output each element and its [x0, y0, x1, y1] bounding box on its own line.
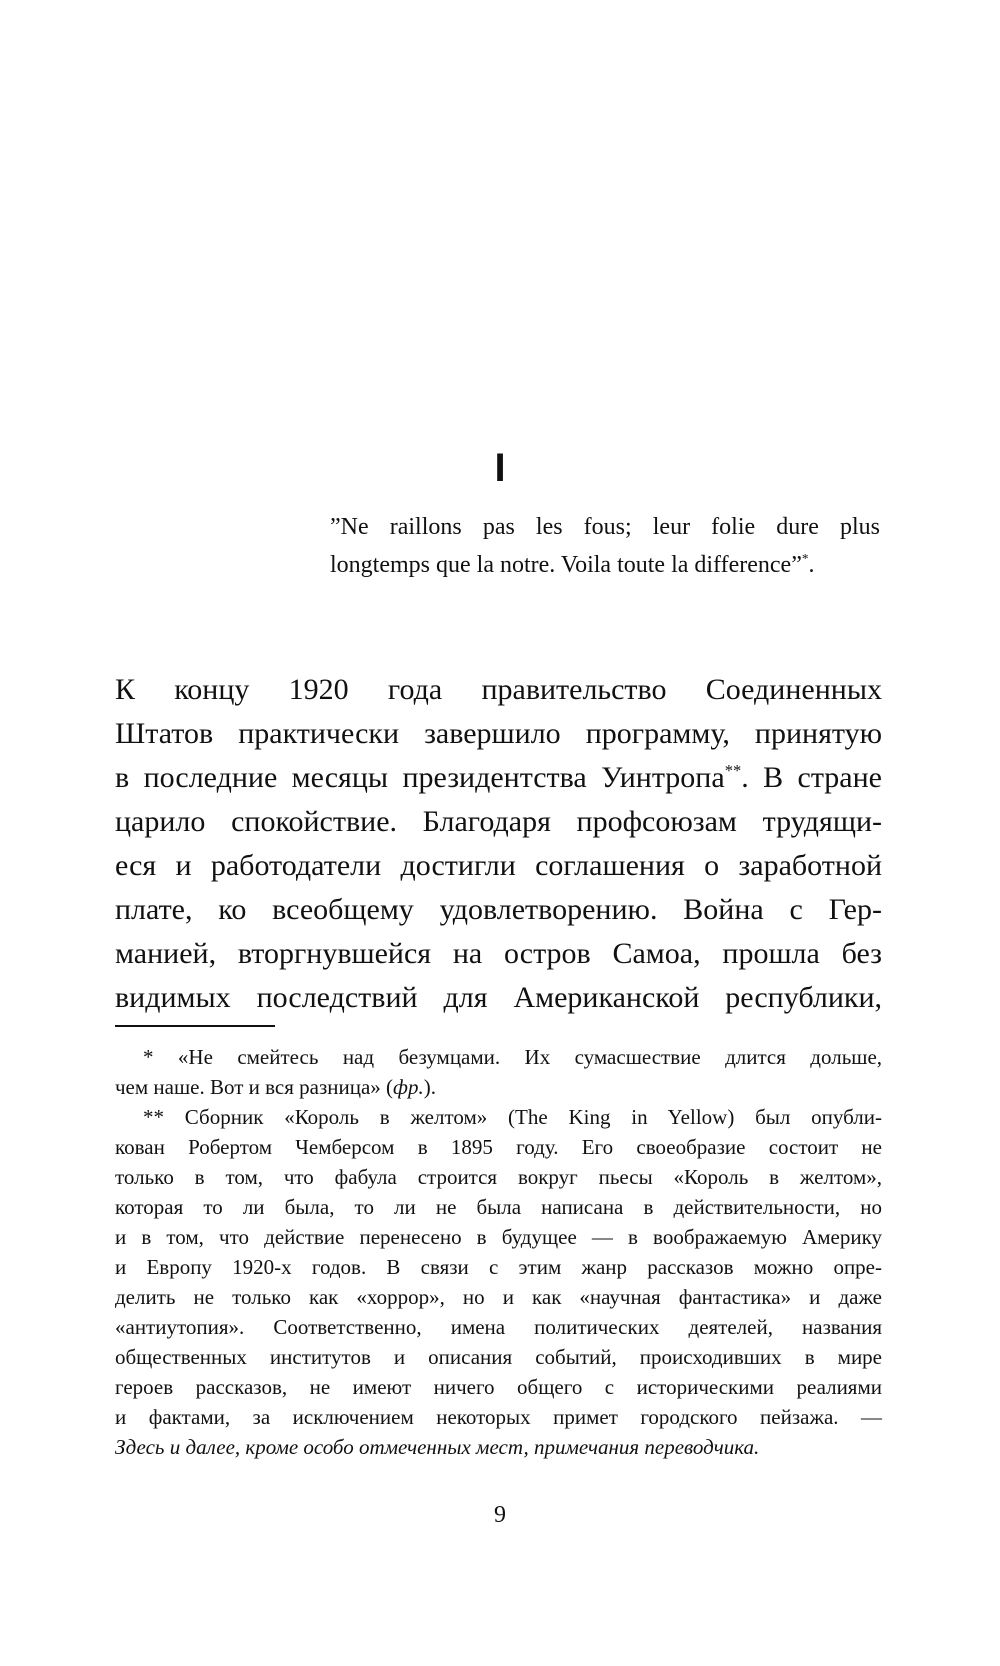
footnote-mark: *	[143, 1045, 154, 1069]
epigraph	[330, 508, 880, 584]
text-line: К концу 1920 года правительство Соединенных	[115, 673, 882, 706]
footnote-line: «антиутопия». Соответственно, имена политических деятелей, названия	[115, 1315, 882, 1339]
footnote-text: чем наше. Вот и вся разница» (	[115, 1075, 394, 1099]
epigraph-line: ”Ne raillons pas les fous; leur folie dure plus	[330, 514, 880, 540]
epigraph-end: .	[808, 552, 815, 578]
text-segment: . В стране	[741, 761, 882, 794]
text-segment: в последние месяцы президентства Уинтропа	[115, 761, 725, 794]
footnote-text: Сборник «Король в желтом» (The King in Yellow) был опубли-	[184, 1105, 883, 1129]
page-number: 9	[494, 1502, 506, 1528]
footnotes	[115, 1042, 882, 1462]
text-line: видимых последствий для Американской республики,	[115, 981, 882, 1014]
footnote-line: и Европу 1920-х годов. В связи с этим жанр рассказов можно опре-	[115, 1255, 882, 1279]
chapter-number: I	[494, 446, 506, 490]
body-text	[115, 668, 882, 1020]
footnote-text: ).	[423, 1075, 436, 1099]
text-line: манией, вторгнувшейся на остров Самоа, прошла без	[115, 937, 882, 970]
text-line	[115, 756, 882, 800]
epigraph-line	[330, 546, 880, 584]
text-line: плате, ко всеобщему удовлетворению. Война с Гер-	[115, 893, 882, 926]
footnote-line: героев рассказов, не имеют ничего общего с историческими реалиями	[115, 1375, 882, 1399]
footnote-text: «Не смейтесь над безумцами. Их сумасшествие длится дольше,	[177, 1045, 883, 1069]
footnote-italic: фр.	[393, 1075, 424, 1099]
footnote-line	[115, 1042, 882, 1072]
epigraph-line-text: longtemps que la notre. Voila toute la difference”	[330, 552, 802, 578]
text-line: еся и работодатели достигли соглашения о заработной	[115, 849, 882, 882]
footnote-line: и фактами, за исключением некоторых примет городского пейзажа. —	[115, 1405, 882, 1429]
footnote-divider	[115, 1025, 275, 1027]
footnote-line: кован Робертом Чемберсом в 1895 году. Его своеобразие состоит не	[115, 1135, 882, 1159]
footnote-ref: *	[801, 551, 809, 566]
footnote-line	[115, 1072, 882, 1102]
footnote-line: Здесь и далее, кроме особо отмеченных мест, примечания переводчика.	[115, 1435, 760, 1459]
footnote-line: только в том, что фабула строится вокруг пьесы «Король в желтом»,	[115, 1165, 882, 1189]
footnote-line	[115, 1102, 882, 1132]
footnote-mark: **	[143, 1105, 164, 1129]
footnote-line: которая то ли была, то ли не была написана в действительности, но	[115, 1195, 882, 1219]
footnote-ref: **	[724, 761, 742, 780]
footnote-line: и в том, что действие перенесено в будущее — в воображаемую Америку	[115, 1225, 882, 1249]
text-line: Штатов практически завершило программу, принятую	[115, 717, 882, 750]
text-line: царило спокойствие. Благодаря профсоюзам трудящи-	[115, 805, 882, 838]
footnote-line: общественных институтов и описания событий, происходивших в мире	[115, 1345, 882, 1369]
footnote-line: делить не только как «хоррор», но и как «научная фантастика» и даже	[115, 1285, 882, 1309]
